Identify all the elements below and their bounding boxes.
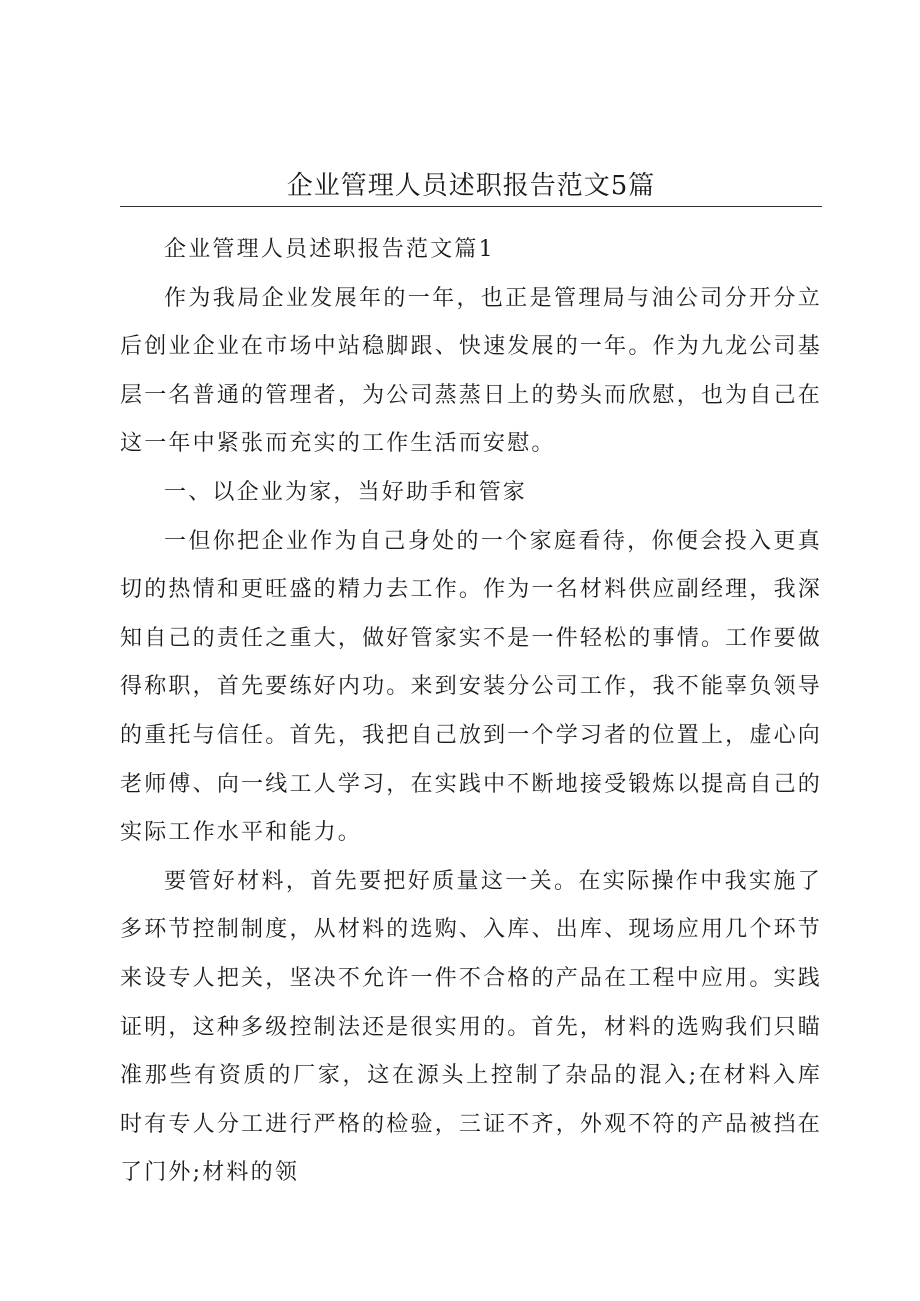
paragraph-body: 一但你把企业作为自己身处的一个家庭看待，你便会投入更真切的热情和更旺盛的精力去工作。作为一名材料供应副经理，我深知自己的责任之重大，做好管家实不是一件轻松的事情。工作要做得称职，首先要练好内功。来到安装分公司工作，我不能辜负领导的重托与信任。首先，我把自己放到一个学习者的位置上，虚心向老师傅、向一线工人学习，在实践中不断地接受锻炼以提高自己的实际工作水平和能力。 — [120, 528, 822, 846]
document-body — [120, 226, 822, 1198]
subsection-heading: 一、以企业为家，当好助手和管家 — [164, 479, 528, 505]
paragraph-body: 要管好材料，首先要把好质量这一关。在实际操作中我实施了多环节控制制度，从材料的选购、入库、出库、现场应用几个环节来设专人把关，坚决不允许一件不合格的产品在工程中应用。实践证明，这种多级控制法还是很实用的。首先，材料的选购我们只瞄准那些有资质的厂家，这在源头上控制了杂品的混入;在材料入库时有专人分工进行严格的检验，三证不齐，外观不符的产品被挡在了门外;材料的领 — [120, 868, 822, 1186]
document-title: 企业管理人员述职报告范文5篇 — [286, 171, 656, 201]
title-underline — [120, 206, 822, 207]
paragraph-intro: 作为我局企业发展年的一年，也正是管理局与油公司分开分立后创业企业在市场中站稳脚跟、快速发展的一年。作为九龙公司基层一名普通的管理者，为公司蒸蒸日上的势头而欣慰，也为自己在这一年中紧张而充实的工作生活而安慰。 — [120, 285, 822, 457]
section-heading: 企业管理人员述职报告范文篇1 — [164, 237, 495, 262]
